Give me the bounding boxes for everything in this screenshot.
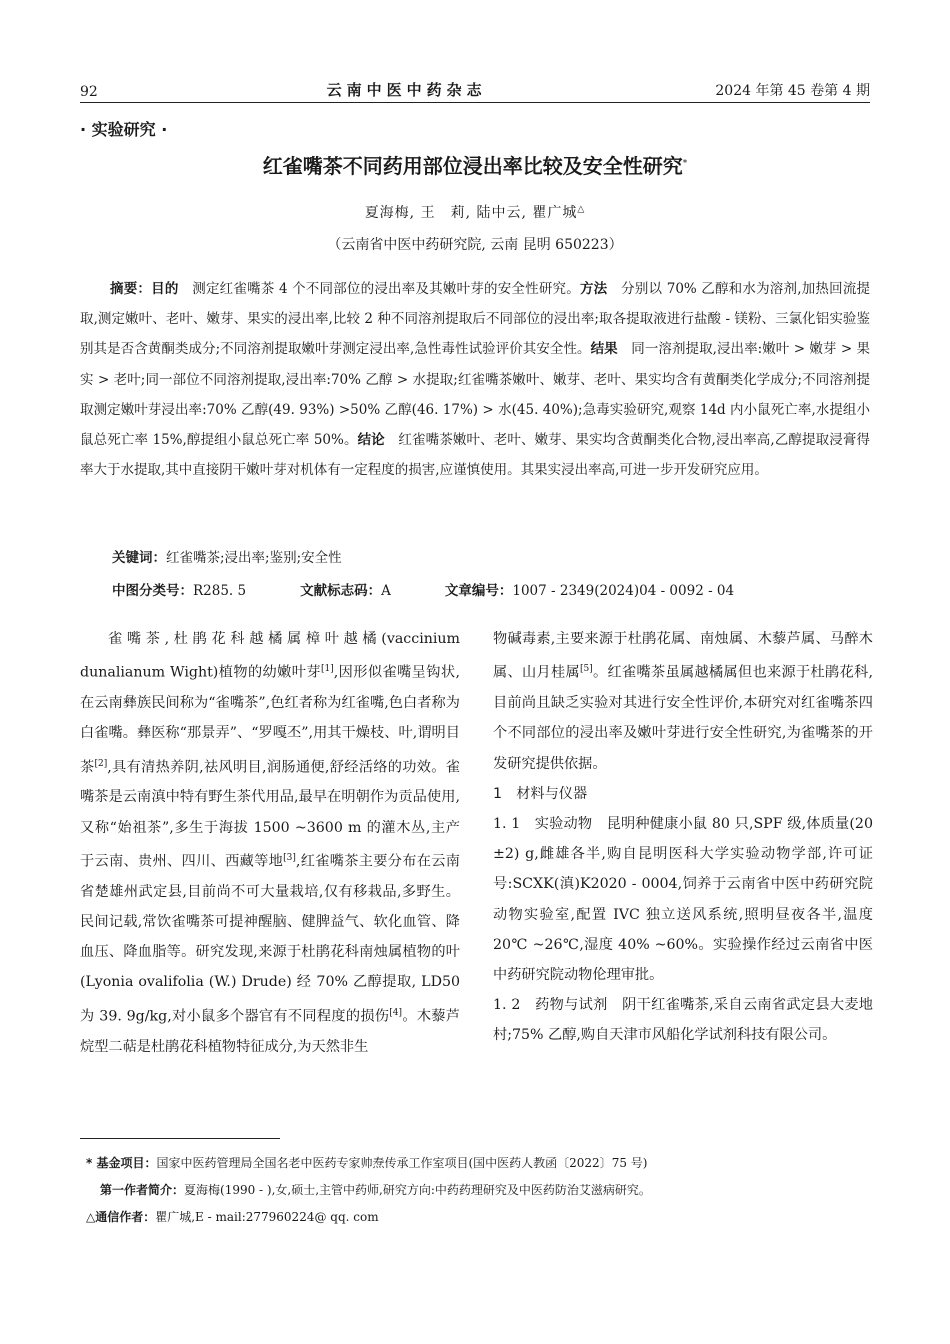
footnote-rule: [80, 1138, 280, 1139]
method-text: 分别以 70% 乙醇和水为溶剂,加热回流提取,测定嫩叶、老叶、嫩芽、果实的浸出率,比较 2 种不同溶剂提取后不同部位的浸出率;取各提取液进行盐酸 - 镁粉、三氯化铝实验鉴别其是否含黄酮类成分;不同溶剂提取嫩叶芽测定浸出率,急性毒性试验评价其安全性。: [80, 281, 871, 358]
article-meta: [112, 579, 788, 599]
body-column-right: [493, 624, 873, 1051]
running-header: [80, 76, 870, 103]
first-author-label: 第一作者简介：: [100, 1183, 185, 1197]
doc-code: [300, 579, 391, 599]
subsection-1-2: [493, 990, 873, 1050]
citation[interactable]: [5]: [579, 664, 593, 675]
abstract-label: 摘要：: [110, 281, 152, 297]
citation[interactable]: [1]: [320, 664, 334, 675]
clc-label: 中图分类号：: [112, 583, 193, 599]
purpose-text: 测定红雀嘴茶 4 个不同部位的浸出率及其嫩叶芽的安全性研究。: [192, 281, 580, 297]
section-tag: · 实验研究 ·: [80, 120, 168, 139]
article-value: 1007 - 2349(2024)04 - 0092 - 04: [512, 583, 735, 599]
authors: [0, 202, 950, 222]
text: 阴干红雀嘴茶,采自云南省武定县大麦地村;75% 乙醇,购自天津市风船化学试剂科技有限公司。: [493, 997, 873, 1044]
first-author-text: 夏海梅(1990 - ),女,硕士,主管中药师,研究方向:中药药理研究及中医药防治艾滋病研究。: [184, 1183, 651, 1197]
text: 。红雀嘴茶虽属越橘属但也来源于杜鹃花科,目前尚且缺乏实验对其进行安全性评价,本研究对红雀嘴茶四个不同部位的浸出率及嫩叶芽进行安全性研究,为雀嘴茶的开发研究提供依据。: [493, 664, 873, 772]
text: ,因形似雀嘴呈钩状,在云南彝族民间称为“雀嘴茶”,色红者称为红雀嘴,色白者称为白雀嘴。彝医称“那景弄”、“罗嘎丕”,用其干燥枝、叶,谓明目茶: [80, 664, 460, 776]
purpose-label: 目的: [151, 281, 179, 297]
subsection-1-1: [493, 809, 873, 990]
text: 雀嘴茶,杜鹃花科越橘属樟叶越橘(vaccinium dunalianum Wight)植物的幼嫩叶芽: [80, 631, 460, 681]
text: 。木藜芦烷型二萜是杜鹃花科植物特征成分,为天然非生: [80, 1008, 460, 1055]
doc-label: 文献标志码：: [300, 583, 382, 599]
subsection-label: 1. 1 实验动物: [493, 815, 593, 832]
method-label: 方法: [579, 281, 608, 297]
article-label: 文章编号：: [444, 583, 513, 599]
conclusion-label: 结论: [357, 432, 385, 449]
intro-paragraph-cont: [493, 624, 873, 779]
subsection-label: 1. 2 药物与试剂: [493, 997, 608, 1014]
text: ,红雀嘴茶主要分布在云南省楚雄州武定县,目前尚不可大量栽培,仅有移栽品,多野生。民间记载,常饮雀嘴茶可提神醒脑、健脾益气、软化血管、降血压、降血脂等。研究发现,来源于杜鹃花科南烛属植物的叶(Lyonia ovalifolia (W.) Drude) 经 70% 乙醇提取, LD50 为 39. 9g/kg,对小鼠多个器官有不同程度的损伤: [80, 853, 460, 1025]
title-text: 红雀嘴茶不同药用部位浸出率比较及安全性研究: [262, 154, 683, 178]
corresponding-text[interactable]: 瞿广城,E - mail:277960224@ qq. com: [155, 1210, 379, 1224]
title-footnote-mark: *: [682, 158, 688, 169]
doc-value: A: [381, 583, 391, 599]
fund-note: [86, 1150, 651, 1177]
conclusion-text: 红雀嘴茶嫩叶、老叶、嫩芽、果实均含黄酮类化合物,浸出率高,乙醇提取浸膏得率大于水提取,其中直接阴干嫩叶芽对机体有一定程度的损害,应谨慎使用。其果实浸出率高,可进一步开发研究应用。: [80, 432, 871, 479]
clc-value: R285. 5: [193, 583, 247, 599]
result-text: 同一溶剂提取,浸出率:嫩叶 > 嫩芽 > 果实 > 老叶;同一部位不同溶剂提取,浸出率:70% 乙醇 > 水提取;红雀嘴茶嫩叶、嫩芽、老叶、果实均含有黄酮类化学成分;不同溶剂提取测定嫩叶芽浸出率:70% 乙醇(49. 93%) >50% 乙醇(46. 17%) > 水(45. 40%);急毒实验研究,观察 14d 内小鼠死亡率,水提组小鼠总死亡率 15%,醇提组小鼠总死亡率 50%。: [80, 341, 871, 449]
clc-number: [112, 579, 246, 599]
section-heading: 1 材料与仪器: [493, 785, 588, 802]
corresponding-label: △通信作者：: [86, 1210, 156, 1224]
body-column-left: [80, 624, 460, 1062]
corresponding-note: [86, 1204, 651, 1231]
issue-info: 2024 年第 45 卷第 4 期: [715, 83, 870, 99]
first-author-note: [86, 1177, 651, 1204]
fund-text: 国家中医药管理局全国名老中医药专家帅焘传承工作室项目(国中医药人教函〔2022〕75 号): [156, 1156, 648, 1170]
citation[interactable]: [2]: [94, 758, 108, 769]
journal-name: 云南中医中药杂志: [326, 81, 487, 99]
footnotes: [86, 1150, 651, 1231]
paper-title: [0, 150, 950, 179]
affiliation: （云南省中医中药研究院, 云南 昆明 650223）: [327, 237, 623, 253]
intro-paragraph: [80, 624, 460, 1062]
author-list: 夏海梅, 王 莉, 陆中云, 瞿广城: [364, 205, 578, 221]
keywords-text: 红雀嘴茶;浸出率;鉴别;安全性: [166, 550, 342, 566]
fund-label: * 基金项目：: [86, 1156, 157, 1170]
result-label: 结果: [590, 341, 618, 358]
keywords: [112, 546, 342, 566]
citation[interactable]: [3]: [283, 852, 296, 863]
text: ,具有清热养阴,祛风明目,润肠通便,舒经活络的功效。雀嘴茶是云南滇中特有野生茶代用品,最早在明朝作为贡品使用,又称“始祖茶”,多生于海拔 1500 ~3600 m 的灌木丛,主产于云南、贵州、四川、西藏等地: [80, 759, 460, 870]
corresponding-mark: △: [577, 204, 586, 215]
text: 昆明种健康小鼠 80 只,SPF 级,体质量(20 ±2) g,雌雄各半,购自昆明医科大学实验动物学部,许可证号:SCXK(滇)K2020 - 0004,饲养于云南省中医中药研究院动物实验室,配置 IVC 独立送风系统,照明昼夜各半,温度 20℃ ~26℃,湿度 40% ~60%。实验操作经过云南省中医中药研究院动物伦理审批。: [493, 815, 873, 983]
page-number: 92: [80, 84, 98, 100]
text: 物碱毒素,主要来源于杜鹃花属、南烛属、木藜芦属、马醉木属、山月桂属: [493, 631, 873, 681]
keywords-label: 关键词：: [112, 550, 166, 566]
article-number: [445, 579, 734, 599]
citation[interactable]: [4]: [389, 1007, 403, 1018]
abstract: [80, 274, 870, 485]
